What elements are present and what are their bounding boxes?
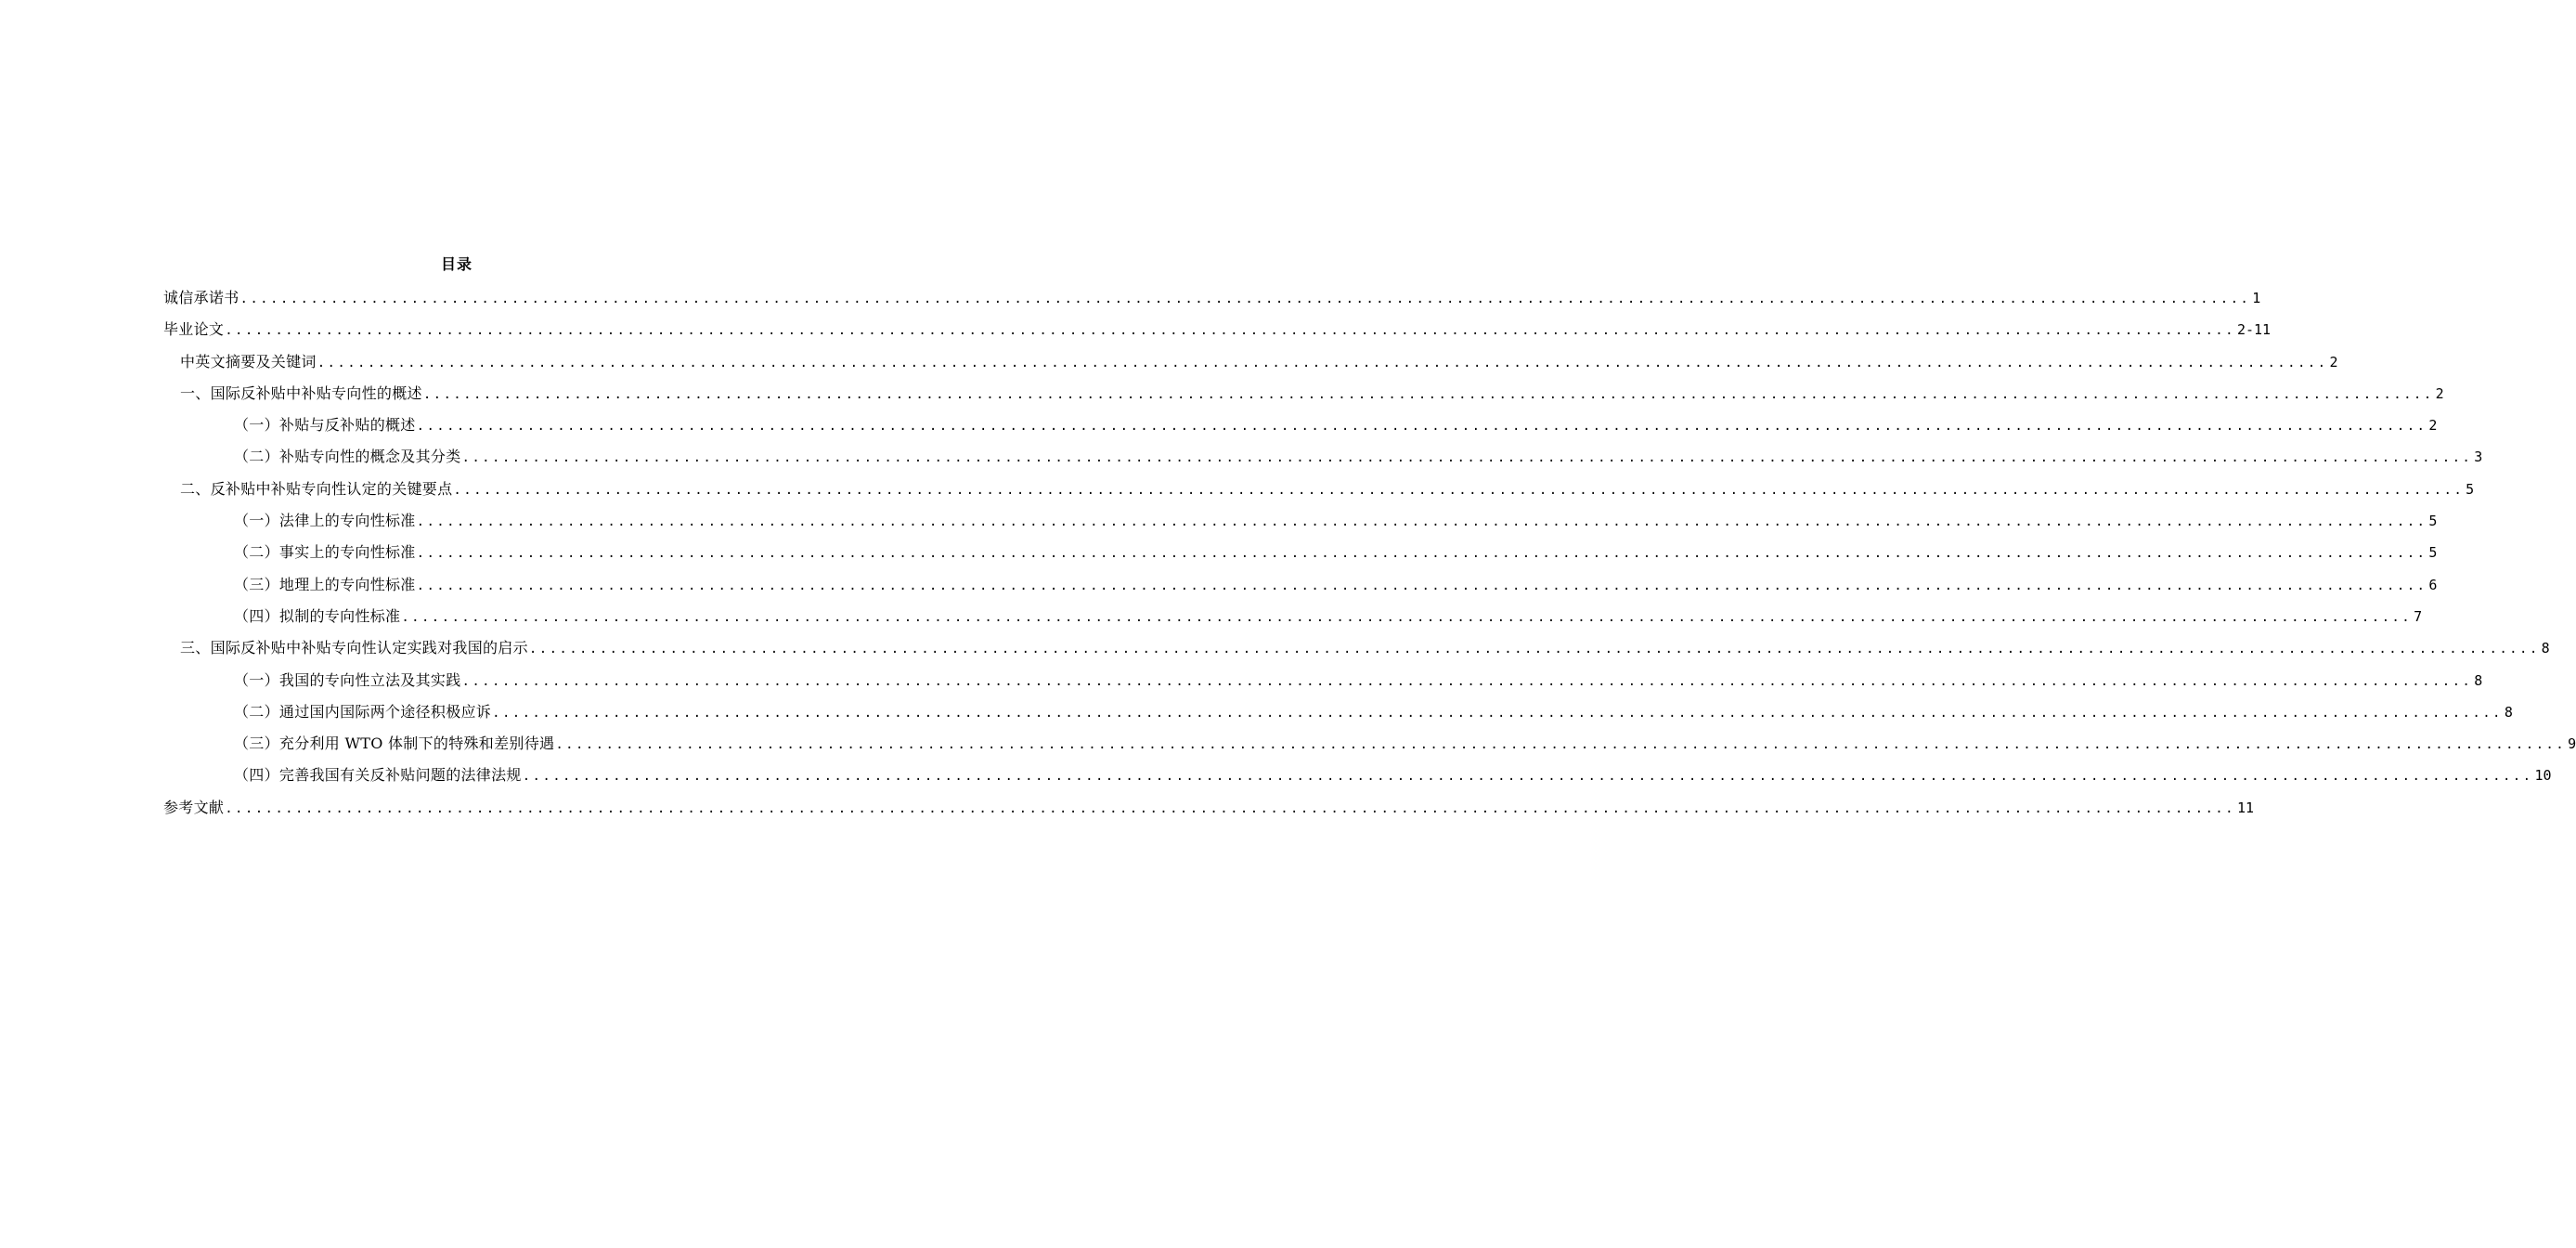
toc-dot-leader: ........................................................................................................................................................................................................ <box>461 450 2473 466</box>
toc-page-number: 5 <box>2466 480 2475 498</box>
toc-dot-leader: ........................................................................................................................................................................................................ <box>453 482 2465 498</box>
toc-page-number: 6 <box>2428 576 2438 593</box>
toc-entry[interactable] <box>163 346 2338 378</box>
toc-entry[interactable] <box>163 760 2552 791</box>
toc-entry[interactable] <box>163 728 2576 760</box>
toc-dot-leader: ........................................................................................................................................................................................................ <box>422 386 2434 402</box>
toc-dot-leader: ........................................................................................................................................................................................................ <box>239 292 2251 306</box>
toc-entry[interactable] <box>163 537 2438 568</box>
toc-page-number: 8 <box>2474 671 2483 689</box>
toc-entry[interactable] <box>163 601 2423 632</box>
toc-entry[interactable] <box>163 378 2444 410</box>
toc-page-number: 9 <box>2568 735 2576 753</box>
toc-dot-leader: ........................................................................................................................................................................................................ <box>317 355 2328 370</box>
toc-dot-leader: ........................................................................................................................................................................................................ <box>416 578 2427 593</box>
toc-entry[interactable] <box>163 665 2483 696</box>
toc-entry-title: （二）通过国内国际两个途径积极应诉 <box>234 702 492 721</box>
toc-entry-title: （三）充分利用 WTO 体制下的特殊和差别待遇 <box>234 734 555 753</box>
toc-entry-title: （四）完善我国有关反补贴问题的法律法规 <box>234 766 522 785</box>
toc-entry-title: （二）补贴专向性的概念及其分类 <box>234 448 461 466</box>
toc-dot-leader: ........................................................................................................................................................................................................ <box>522 769 2533 785</box>
toc-page-number: 5 <box>2428 544 2438 562</box>
toc-dot-leader: ........................................................................................................................................................................................................ <box>555 737 2567 753</box>
toc-dot-leader: ........................................................................................................................................................................................................ <box>416 419 2427 435</box>
toc-entry-title: （一）我国的专向性立法及其实践 <box>234 670 461 689</box>
toc-entry-title: 一、国际反补贴中补贴专向性的概述 <box>180 384 422 402</box>
toc-entry[interactable] <box>163 632 2550 664</box>
toc-entry[interactable] <box>163 410 2438 441</box>
toc-entry-title: 中英文摘要及关键词 <box>180 352 317 370</box>
toc-entry-title: （二）事实上的专向性标准 <box>234 543 416 562</box>
toc-page-number: 1 <box>2252 290 2261 306</box>
toc-entry-title: （一）法律上的专向性标准 <box>234 512 416 530</box>
toc-page-number: 2 <box>2329 353 2338 370</box>
toc-dot-leader: ........................................................................................................................................................................................................ <box>461 673 2473 689</box>
toc-entry-title: 诚信承诺书 <box>163 289 239 306</box>
toc-page-number: 10 <box>2534 767 2552 785</box>
toc-page-number: 3 <box>2474 448 2483 466</box>
toc-dot-leader: ........................................................................................................................................................................................................ <box>416 546 2427 562</box>
toc-dot-leader: ........................................................................................................................................................................................................ <box>492 705 2503 721</box>
toc-page-number: 2 <box>2435 384 2444 402</box>
toc-entry[interactable] <box>163 792 2255 824</box>
toc-page-number: 8 <box>2504 703 2513 721</box>
toc-page-number: 11 <box>2236 799 2255 816</box>
toc-dot-leader: ........................................................................................................................................................................................................ <box>225 800 2235 816</box>
toc-page-number: 5 <box>2428 513 2438 530</box>
toc-entry-title: 二、反补贴中补贴专向性认定的关键要点 <box>180 479 453 498</box>
toc-entry[interactable] <box>163 505 2438 537</box>
toc-page-number: 2 <box>2428 417 2438 435</box>
toc-entry-title: （三）地理上的专向性标准 <box>234 575 416 593</box>
toc-entry-title: 三、国际反补贴中补贴专向性认定实践对我国的启示 <box>180 639 528 657</box>
toc-dot-leader: ........................................................................................................................................................................................................ <box>416 514 2427 530</box>
toc-page-number: 7 <box>2414 607 2423 625</box>
toc-entry-title: （四）拟制的专向性标准 <box>234 606 401 625</box>
toc-dot-leader: ........................................................................................................................................................................................................ <box>401 609 2413 625</box>
toc-entry[interactable] <box>163 696 2513 728</box>
toc-entry-title: 参考文献 <box>163 798 225 816</box>
toc-dot-leader: ........................................................................................................................................................................................................ <box>225 323 2235 339</box>
toc-entry[interactable] <box>163 314 2272 345</box>
toc-title: 目录 <box>440 255 472 273</box>
toc-entry[interactable] <box>163 569 2438 601</box>
toc-page-number: 2-11 <box>2236 321 2272 339</box>
toc-page-number: 8 <box>2541 640 2550 657</box>
toc-entry[interactable] <box>163 282 2261 314</box>
toc-entry-title: 毕业论文 <box>163 320 225 339</box>
toc-entry-title: （一）补贴与反补贴的概述 <box>234 416 416 435</box>
table-of-contents <box>163 282 2576 824</box>
toc-entry[interactable] <box>163 474 2475 505</box>
toc-dot-leader: ........................................................................................................................................................................................................ <box>528 642 2540 657</box>
toc-entry[interactable] <box>163 441 2483 473</box>
